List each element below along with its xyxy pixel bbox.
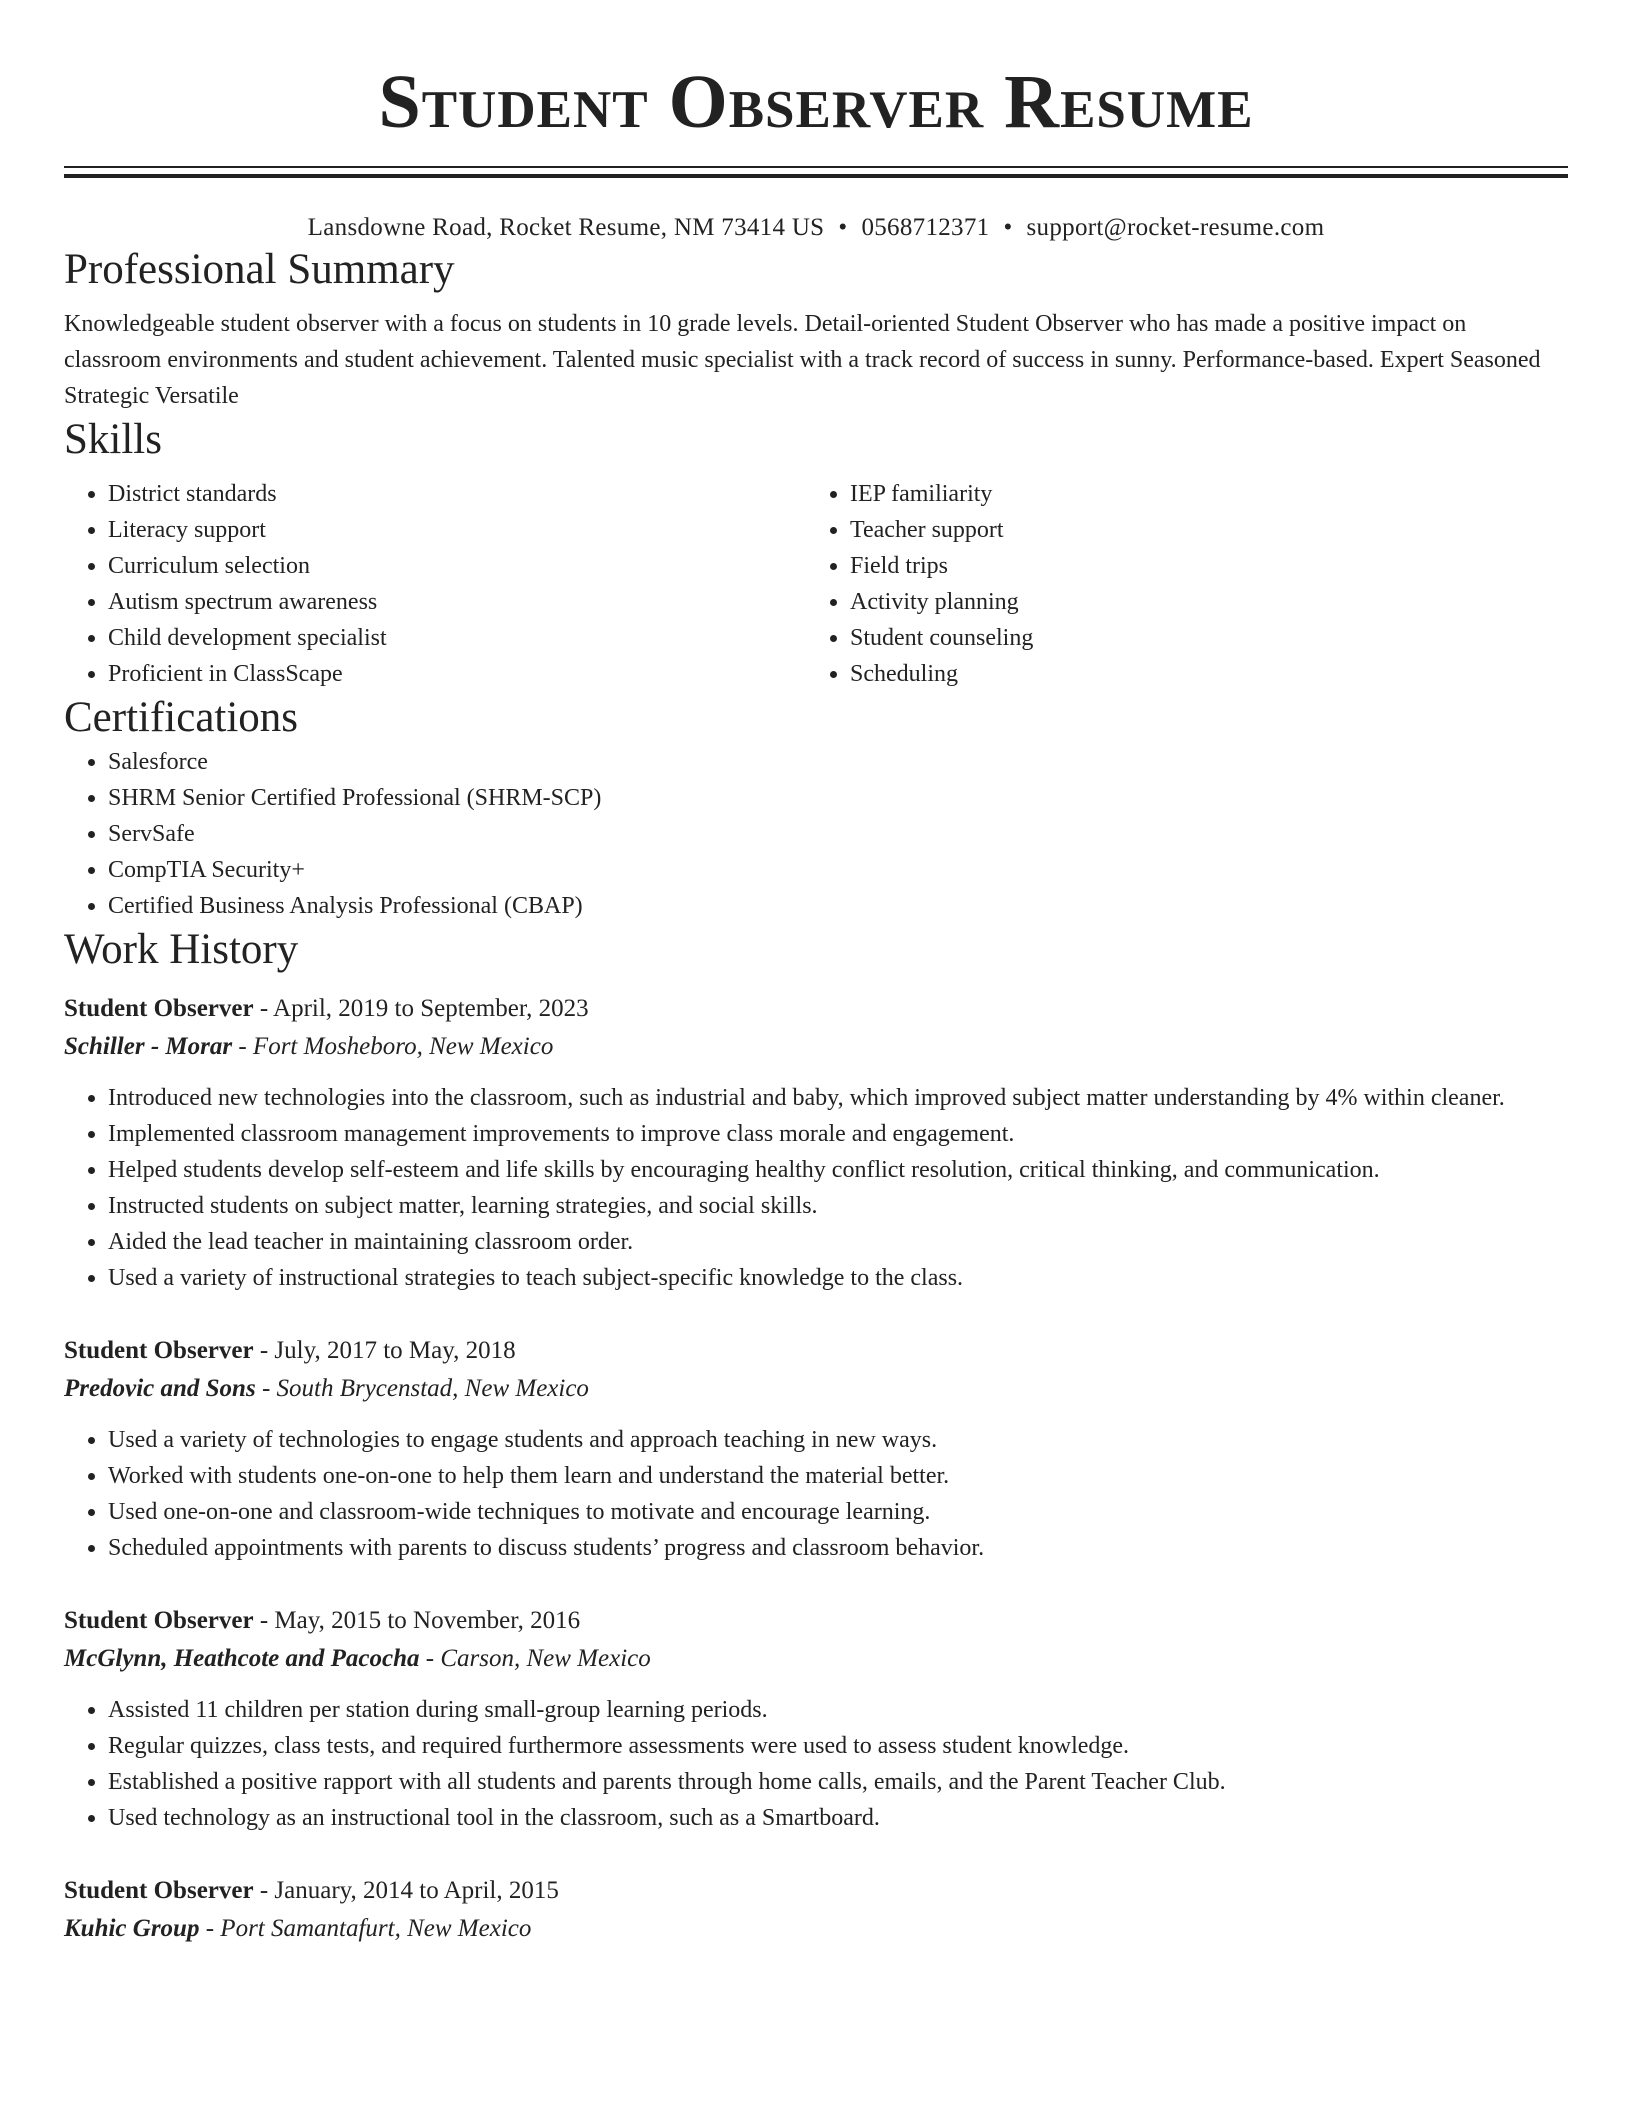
job-company: McGlynn, Heathcote and Pacocha	[64, 1645, 420, 1672]
job-bullet: • Assisted 11 children per station during small-group learning periods.	[108, 1692, 1568, 1728]
skill-item: • Scheduling	[850, 656, 1548, 692]
contact-separator: •	[1003, 214, 1013, 241]
skill-item: • Activity planning	[850, 584, 1548, 620]
job-location: - South Brycenstad, New Mexico	[255, 1375, 589, 1402]
job-entry	[64, 1602, 1568, 1836]
job-company: Kuhic Group	[64, 1915, 200, 1942]
job-bullet: • Worked with students one-on-one to help them learn and understand the material better.	[108, 1458, 1568, 1494]
job-bullets	[64, 1692, 1568, 1836]
skills-heading: Skills	[64, 416, 162, 463]
summary-text: Knowledgeable student observer with a focus on students in 10 grade levels. Detail-oriented Student Observer who has made a positive impact on classroom environments and student achievement. Talented music specialist with a track record of success in sunny. Performance-based. Expert Seasoned Strategic Versatile	[64, 311, 1541, 409]
certification-item: • Salesforce	[108, 744, 1568, 780]
job-dates: - July, 2017 to May, 2018	[253, 1337, 516, 1364]
job-bullet: • Used a variety of technologies to engage students and approach teaching in new ways.	[108, 1422, 1568, 1458]
summary-heading: Professional Summary	[64, 246, 455, 293]
job-entry	[64, 1872, 1568, 1948]
skill-item: • District standards	[108, 476, 806, 512]
job-bullet: • Aided the lead teacher in maintaining classroom order.	[108, 1224, 1568, 1260]
job-bullet: • Instructed students on subject matter, learning strategies, and social skills.	[108, 1188, 1568, 1224]
job-role: Student Observer	[64, 995, 254, 1022]
job-bullet: • Implemented classroom management improvements to improve class morale and engagement.	[108, 1116, 1568, 1152]
certification-item: • SHRM Senior Certified Professional (SHRM-SCP)	[108, 780, 1568, 816]
skill-item: • IEP familiarity	[850, 476, 1548, 512]
job-dates: - April, 2019 to September, 2023	[253, 995, 589, 1022]
work-history-heading: Work History	[64, 926, 299, 973]
certifications-list	[64, 744, 1568, 924]
job-bullet: • Introduced new technologies into the classroom, such as industrial and baby, which improved subject matter understanding by 4% within cleaner.	[108, 1080, 1568, 1116]
job-title-line	[64, 1872, 1568, 1910]
resume-page	[64, 0, 1568, 1948]
skill-item: • Autism spectrum awareness	[108, 584, 806, 620]
certification-item: • CompTIA Security+	[108, 852, 1568, 888]
contact-email: support@rocket-resume.com	[1026, 214, 1325, 241]
job-employer-line	[64, 1370, 1568, 1408]
job-bullets	[64, 1422, 1568, 1566]
skill-item: • Curriculum selection	[108, 548, 806, 584]
skill-item: • Student counseling	[850, 620, 1548, 656]
job-location: - Port Samantafurt, New Mexico	[199, 1915, 532, 1942]
contact-phone: 0568712371	[861, 214, 990, 241]
contact-separator: •	[838, 214, 848, 241]
job-bullet: • Helped students develop self-esteem and life skills by encouraging healthy conflict resolution, critical thinking, and communication.	[108, 1152, 1568, 1188]
job-bullet: • Established a positive rapport with all students and parents through home calls, emails, and the Parent Teacher Club.	[108, 1764, 1568, 1800]
job-role: Student Observer	[64, 1337, 254, 1364]
job-role: Student Observer	[64, 1877, 254, 1904]
job-title-line	[64, 990, 1568, 1028]
job-employer-line	[64, 1910, 1568, 1948]
contact-line	[64, 212, 1568, 244]
job-role: Student Observer	[64, 1607, 254, 1634]
title-divider	[64, 166, 1568, 178]
job-dates: - May, 2015 to November, 2016	[253, 1607, 581, 1634]
job-company: Predovic and Sons	[64, 1375, 256, 1402]
job-bullet: • Scheduled appointments with parents to discuss students’ progress and classroom behavior.	[108, 1530, 1568, 1566]
skills-grid	[64, 476, 1568, 692]
job-employer-line	[64, 1640, 1568, 1678]
job-dates: - January, 2014 to April, 2015	[253, 1877, 559, 1904]
skill-item: • Field trips	[850, 548, 1548, 584]
job-bullet: • Used one-on-one and classroom-wide techniques to motivate and encourage learning.	[108, 1494, 1568, 1530]
job-bullets	[64, 1080, 1568, 1296]
resume-title: Student Observer Resume	[378, 60, 1254, 144]
job-bullet: • Regular quizzes, class tests, and required furthermore assessments were used to assess student knowledge.	[108, 1728, 1568, 1764]
skill-item: • Proficient in ClassScape	[108, 656, 806, 692]
certifications-heading: Certifications	[64, 694, 299, 741]
job-title-line	[64, 1332, 1568, 1370]
certification-item: • Certified Business Analysis Professional (CBAP)	[108, 888, 1568, 924]
contact-address: Lansdowne Road, Rocket Resume, NM 73414 US	[307, 214, 825, 241]
job-title-line	[64, 1602, 1568, 1640]
job-bullet: • Used a variety of instructional strategies to teach subject-specific knowledge to the class.	[108, 1260, 1568, 1296]
skill-item: • Literacy support	[108, 512, 806, 548]
job-bullet: • Used technology as an instructional tool in the classroom, such as a Smartboard.	[108, 1800, 1568, 1836]
skills-list-right	[806, 476, 1548, 692]
skills-list-left	[64, 476, 806, 692]
skill-item: • Teacher support	[850, 512, 1548, 548]
job-location: - Fort Mosheboro, New Mexico	[232, 1033, 554, 1060]
skill-item: • Child development specialist	[108, 620, 806, 656]
job-entry	[64, 1332, 1568, 1566]
job-location: - Carson, New Mexico	[419, 1645, 651, 1672]
job-employer-line	[64, 1028, 1568, 1066]
job-company: Schiller - Morar	[64, 1033, 233, 1060]
certification-item: • ServSafe	[108, 816, 1568, 852]
job-entry	[64, 990, 1568, 1296]
